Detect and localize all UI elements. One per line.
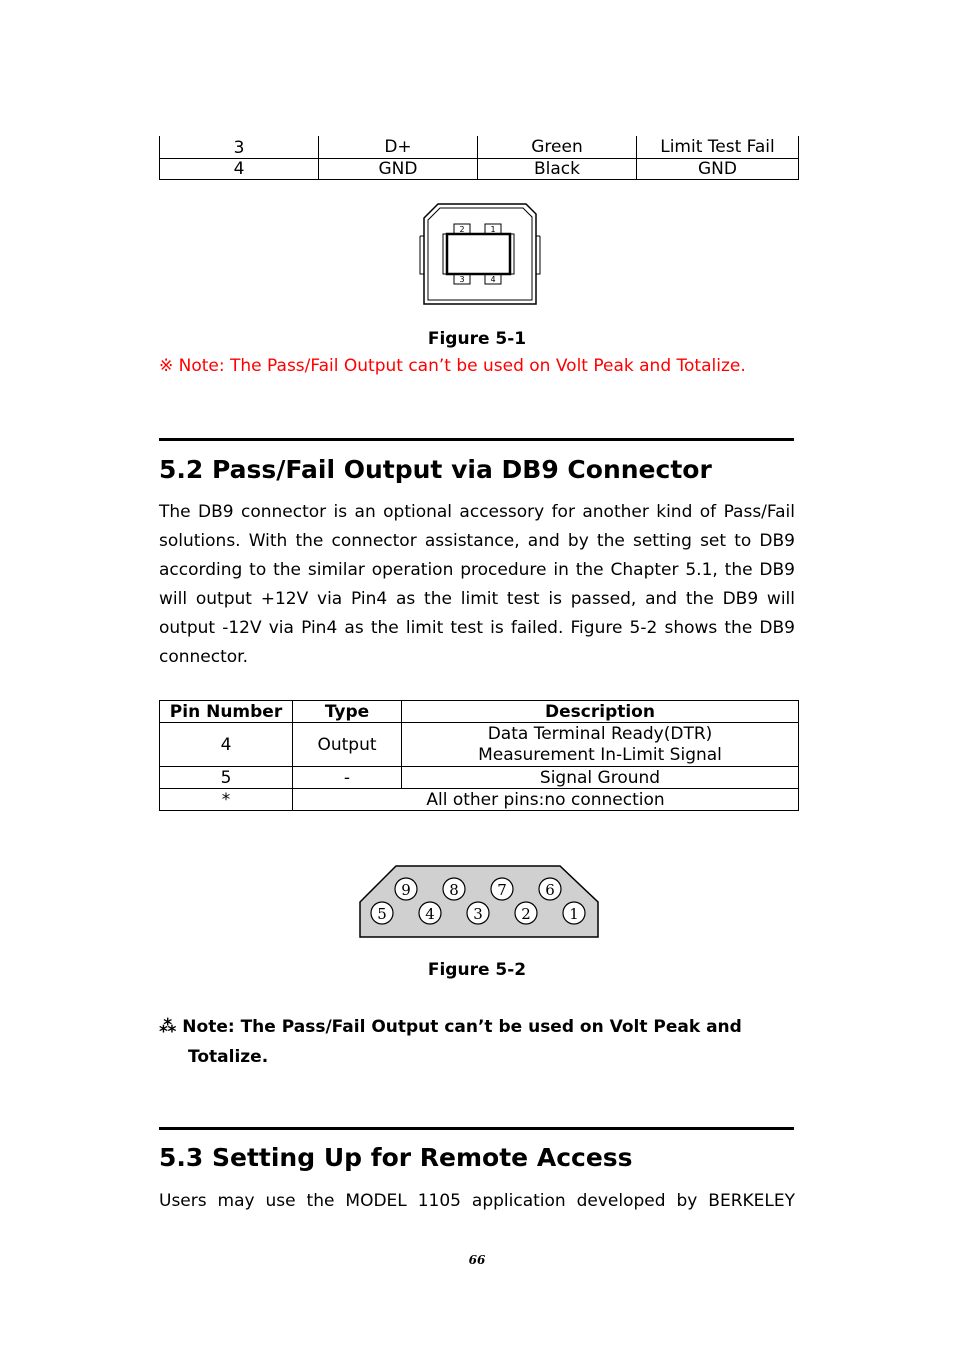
db9-connector-figure [358, 864, 600, 940]
section-heading: 5.3 Setting Up for Remote Access [159, 1143, 633, 1172]
description-line: Data Terminal Ready(DTR) [487, 723, 713, 744]
usb-pin-table [159, 136, 799, 180]
section-divider [159, 438, 794, 441]
note-line: Totalize. [188, 1047, 269, 1067]
pin-label: 5 [377, 905, 387, 923]
description-cell: All other pins:no connection [293, 789, 799, 811]
description-cell [402, 723, 799, 767]
pin-label: 2 [459, 225, 465, 234]
figure-caption: Figure 5-2 [427, 960, 527, 980]
column-header: Pin Number [160, 701, 293, 723]
usb-b-connector-figure [410, 200, 545, 308]
page-number: 66 [468, 1253, 486, 1267]
figure-caption: Figure 5-1 [427, 329, 527, 349]
table-row [160, 136, 799, 159]
pin-cell: * [160, 789, 293, 811]
pin-label: 6 [545, 881, 555, 899]
pin-label: 4 [490, 275, 496, 284]
section-heading: 5.2 Pass/Fail Output via DB9 Connector [159, 455, 712, 484]
note-text [159, 1012, 799, 1072]
color-cell: Green [478, 136, 637, 159]
table-row [160, 159, 799, 180]
section-paragraph: The DB9 connector is an optional accessory for another kind of Pass/Fail solutions. With the connector assistance, and by the setting set to DB9 according to the similar operation procedure in the Chapter 5.1, the DB9 will output +12V via Pin4 as the limit test is passed, and the DB9 will output -12V via Pin4 as the limit test is failed. Figure 5-2 shows the DB9 connector. [159, 502, 795, 667]
type-cell: - [293, 767, 402, 789]
section-divider [159, 1127, 794, 1130]
pin-label: 3 [473, 905, 483, 923]
description-cell: GND [637, 159, 799, 180]
db9-pin-table [159, 700, 799, 811]
pin-cell: 4 [160, 159, 319, 180]
color-cell: Black [478, 159, 637, 180]
note-text: ※ Note: The Pass/Fail Output can’t be used on Volt Peak and Totalize. [159, 356, 746, 376]
pin-label: 2 [521, 905, 531, 923]
paragraph-text: Users may use the MODEL 1105 application developed by BERKELEY [159, 1191, 795, 1211]
table-row [160, 789, 799, 811]
note-line: ⁂ Note: The Pass/Fail Output can’t be used on Volt Peak and [159, 1017, 742, 1037]
pin-cell: 4 [160, 723, 293, 767]
pin-label: 1 [490, 225, 496, 234]
section-paragraph [159, 1187, 795, 1216]
type-cell: Output [293, 723, 402, 767]
pin-cell: 3 [160, 136, 319, 159]
pin-cell: 5 [160, 767, 293, 789]
pin-label: 4 [425, 905, 435, 923]
signal-cell: GND [319, 159, 478, 180]
table-row [160, 767, 799, 789]
description-cell: Signal Ground [402, 767, 799, 789]
pin-label: 3 [459, 275, 465, 284]
pin-label: 7 [497, 881, 507, 899]
signal-cell: D+ [319, 136, 478, 159]
column-header: Description [402, 701, 799, 723]
pin-label: 1 [569, 905, 579, 923]
column-header: Type [293, 701, 402, 723]
pin-label: 9 [401, 881, 411, 899]
table-row [160, 723, 799, 767]
description-cell: Limit Test Fail [637, 136, 799, 159]
description-line: Measurement In-Limit Signal [478, 744, 722, 765]
table-header-row [160, 701, 799, 723]
pin-label: 8 [449, 881, 459, 899]
